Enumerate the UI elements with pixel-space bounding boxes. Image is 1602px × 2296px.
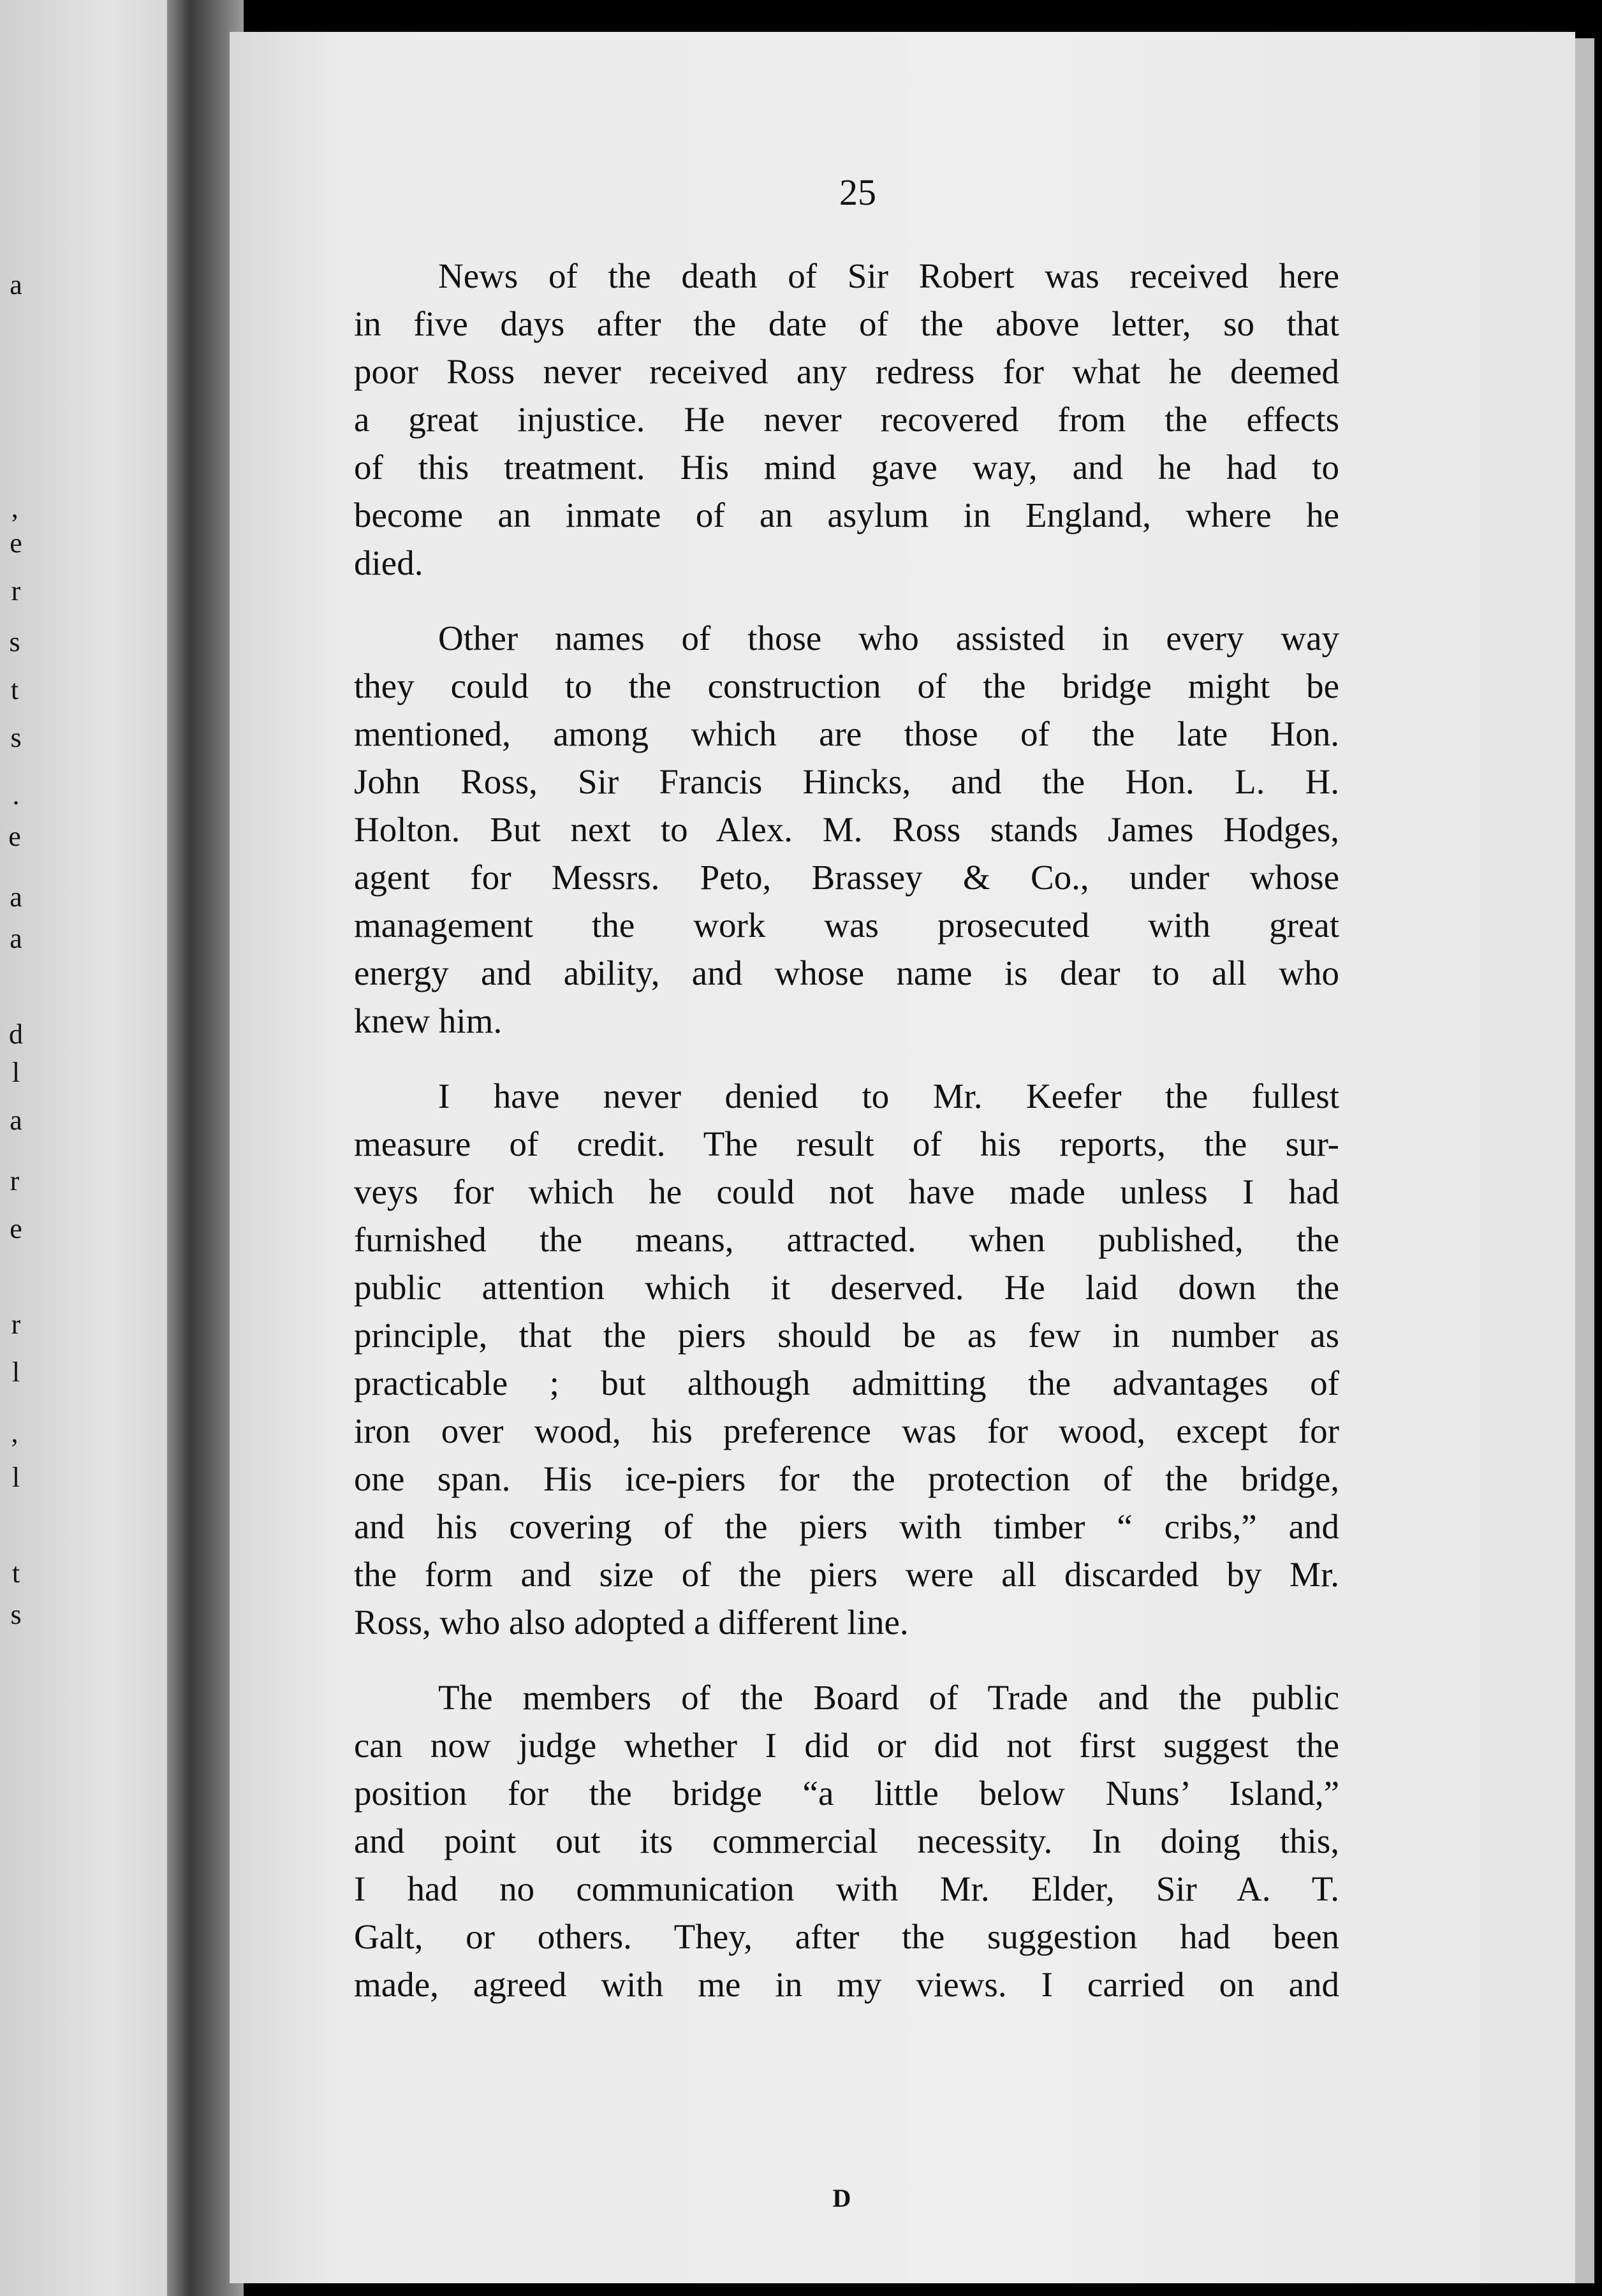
text-line: Other names of those who assisted in every way [438,619,1339,658]
text-line: John Ross, Sir Francis Hincks, and the Hon. L. H. [354,762,1339,801]
margin-fragment: a [10,881,22,913]
margin-fragment: a [10,923,22,954]
margin-fragment: d [9,1019,23,1050]
text-line: agent for Messrs. Peto, Brassey & Co., under whose [354,858,1339,897]
margin-fragment: e [10,527,22,559]
text-line: can now judge whether I did or did not first suggest the [354,1726,1339,1765]
margin-fragment: r [11,1309,21,1340]
text-line: position for the bridge “a little below Nuns’ Island,” [354,1774,1339,1813]
text-line: The members of the Board of Trade and the public [438,1678,1339,1717]
text-line: poor Ross never received any redress for what he deemed [354,352,1339,391]
text-line: the form and size of the piers were all discarded by Mr. [354,1555,1339,1594]
text-line: of this treatment. His mind gave way, and he had to [354,448,1339,487]
text-line: energy and ability, and whose name is dear to all who [354,953,1339,992]
signature-mark: D [832,2184,851,2212]
paragraph-2 [354,614,1339,1045]
text-line: a great injustice. He never recovered from the effects [354,400,1339,439]
text-line: Galt, or others. They, after the suggestion had been [354,1917,1339,1956]
text-line: become an inmate of an asylum in England, where he [354,496,1339,534]
page-number: 25 [839,172,876,213]
margin-fragment: . [12,779,20,811]
text-line: principle, that the piers should be as few in number as [354,1316,1339,1355]
text-line: veys for which he could not have made unless I had [354,1172,1339,1211]
text-line: Ross, who also adopted a different line. [354,1603,909,1642]
margin-fragment: l [11,1462,20,1493]
text-line: and point out its commercial necessity. In doing this, [354,1821,1339,1860]
paragraph-3 [354,1072,1339,1646]
text-line: furnished the means, attracted. when published, the [354,1220,1339,1259]
margin-fragment: r [10,1165,20,1196]
text-line: I have never denied to Mr. Keefer the fullest [438,1077,1339,1115]
text-line: they could to the construction of the bridge might be [354,666,1339,705]
margin-fragment: e [8,821,21,852]
margin-fragment: l [11,1357,20,1388]
margin-fragment: e [10,1213,22,1244]
page-edge [1575,38,1594,2283]
margin-fragment: s [10,722,22,753]
margin-fragment: s [9,626,20,658]
margin-fragment: a [10,269,22,300]
text-line: mentioned, among which are those of the late Hon. [354,714,1339,753]
margin-fragment: t [10,674,19,705]
margin-fragment: r [11,575,21,607]
text-line: in five days after the date of the above letter, so that [354,304,1339,343]
text-line: died. [354,543,423,582]
paragraph-1 [354,252,1339,587]
text-line: I had no communication with Mr. Elder, Sir A. T. [354,1869,1339,1908]
text-line: management the work was prosecuted with great [354,906,1339,945]
body-text [354,252,1339,2036]
text-line: News of the death of Sir Robert was received here [438,256,1339,295]
text-line: measure of credit. The result of his reports, the sur- [354,1124,1339,1163]
text-line: public attention which it deserved. He laid down the [354,1268,1339,1307]
text-line: and his covering of the piers with timber “ cribs,” and [354,1507,1339,1546]
text-line: knew him. [354,1001,503,1040]
text-line: one span. His ice-piers for the protection of the bridge, [354,1459,1339,1498]
text-line: practicable ; but although admitting the advantages of [354,1364,1339,1402]
text-line: Holton. But next to Alex. M. Ross stands James Hodges, [354,810,1339,849]
paragraph-4 [354,1674,1339,2008]
margin-fragment: l [11,1057,20,1088]
margin-fragment: s [10,1599,22,1630]
text-line: iron over wood, his preference was for wood, except for [354,1411,1339,1450]
text-line: made, agreed with me in my views. I carried on and [354,1965,1339,2004]
margin-fragment: , [11,1417,18,1448]
facing-page-fragment [0,0,185,2296]
margin-fragment: a [10,1105,22,1136]
margin-fragment: ‚ [10,492,20,524]
margin-fragment: t [11,1557,20,1589]
